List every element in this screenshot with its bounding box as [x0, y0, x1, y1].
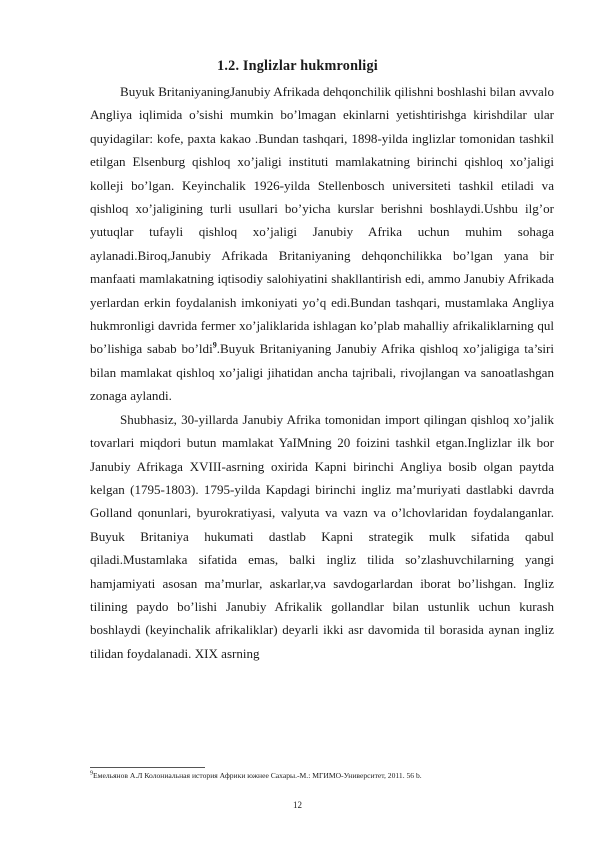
- footnote-reference[interactable]: 9: [212, 341, 217, 351]
- paragraph-1-text-a: Buyuk BritaniyaningJanubiy Afrikada dehqonchilik qilishni boshlashi bilan avvalo Angliya iqlimida o’sishi mumkin bo’lmagan ekinlarni yetishtirishga kirishdilar ular quyidagilar: kofe, paxta kakao .Bundan tashqari, 1898-yilda inglizlar tomonidan tashkil etilgan Elsenburg qishloq xo’jaligi instituti mamlakatning birinchi qishloq xo’jaligi kolleji bo’lgan. Keyinchalik 1926-yilda Stellenbosch universiteti tashkil etiladi va qishloq xo’jaligining turli usullari bo’yicha kurslar berishni boshlaydi.Ushbu ilg’or yutuqlar tufayli qishloq xo’jaligi Janubiy Afrika uchun muhim sohaga aylanadi.Biroq,Janubiy Afrikada Britaniyaning dehqonchilikka bo’lgan yana bir manfaati mamlakatning iqtisodiy salohiyatini shakllantirish edi, ammo Janubiy Afrikada yerlardan erkin foydalanish imkoniyati yo’q edi.Bundan tashqari, mustamlaka Angliya hukmronligi davrida fermer xo’jaliklarida ishlagan ko’plab mahalliy afrikaliklarning qul bo’lishiga sabab bo’ldi: [90, 84, 554, 357]
- paragraph-2: Shubhasiz, 30-yillarda Janubiy Afrika tomonidan import qilingan qishloq xo’jalik tovarlari miqdori butun mamlakat YaIMning 20 foizini tashkil etgan.Inglizlar ilk bor Janubiy Afrikaga XVIII-asrning oxirida Kapni birinchi Angliya bosib olgan paytda kelgan (1795-1803). 1795-yilda Kapdagi birinchi ingliz ma’muriyati dastlabki davrda Golland qonunlari, byurokratiyasi, valyuta va vazn va o’lchovlaridan foydalanganlar. Buyuk Britaniya hukumati dastlab Kapni strategik mulk sifatida qabul qiladi.Mustamlaka sifatida emas, balki ingliz tilida so’zlashuvchilarning yangi hamjamiyati asosan ma’murlar, askarlar,va savdogarlardan iborat bo’lishgan. Ingliz tilining paydo bo’lishi Janubiy Afrikalik gollandlar bilan ustunlik uchun kurash boshlaydi (keyinchalik afrikaliklar) deyarli ikki asr davomida til borasida aynan ingliz tilidan foydalanadi. XIX asrning: [90, 411, 554, 661]
- section-heading: 1.2. Inglizlar hukmronligi: [217, 58, 378, 74]
- paragraph-1: [90, 80, 554, 408]
- footnote: [90, 770, 560, 781]
- paragraph-1-text-b: .Buyuk Britaniyaning Janubiy Afrika qishloq xo’jaligiga ta’siri bilan mamlakat qishloq xo’jaligi jihatidan ancha tajribali, rivojlangan va sanoatlashgan zonaga aylandi.: [90, 341, 554, 404]
- page-number: 12: [293, 800, 302, 810]
- footnote-separator: [90, 767, 205, 768]
- footnote-text: Емельянов А.Л Колониальная история Африки южнее Сахары.-М.: МГИМО-Университет, 2011. 56 b.: [93, 771, 422, 780]
- body-text: [90, 80, 554, 665]
- footnote-marker: 9: [90, 770, 93, 777]
